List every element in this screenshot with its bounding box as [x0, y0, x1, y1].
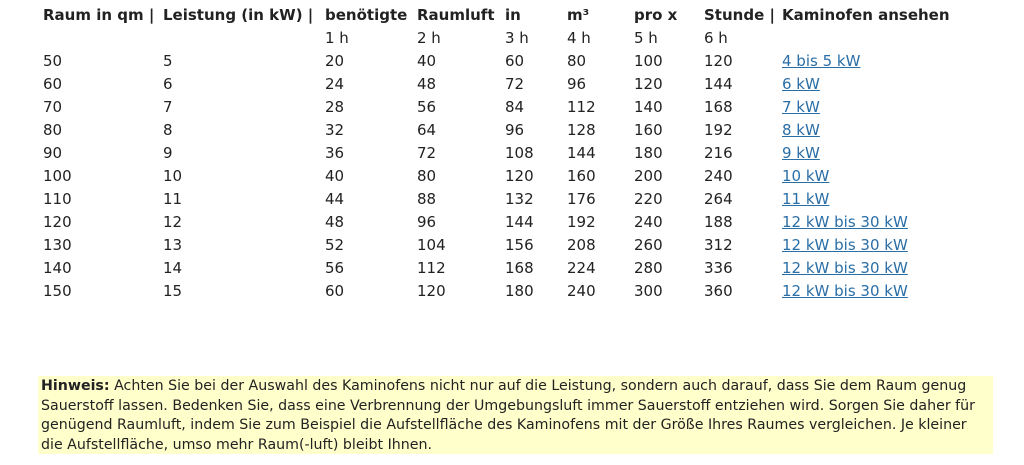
table-cell: 80 [567, 52, 587, 70]
header-cell: pro x [634, 6, 678, 24]
kaminofen-link-cell [776, 257, 957, 280]
table-body [37, 50, 957, 303]
header-cell: m³ [567, 6, 590, 24]
table-cell: 144 [567, 144, 596, 162]
table-cell: 168 [704, 98, 733, 116]
table-cell: 200 [634, 167, 663, 185]
kaminofen-link[interactable]: 8 kW [782, 121, 820, 139]
table-cell: 7 [163, 98, 173, 116]
table-cell: 14 [163, 259, 183, 277]
table-cell: 108 [505, 144, 534, 162]
table-cell: 84 [505, 98, 525, 116]
table-cell: 56 [417, 98, 437, 116]
table-cell: 120 [505, 167, 534, 185]
table-cell: 192 [567, 213, 596, 231]
table-cell: 96 [417, 213, 437, 231]
subheader-cell: 3 h [505, 29, 529, 47]
table-cell: 88 [417, 190, 437, 208]
kaminofen-link[interactable]: 12 kW bis 30 kW [782, 259, 908, 277]
table-cell: 96 [505, 121, 525, 139]
table-cell: 80 [43, 121, 63, 139]
subheader-cell [157, 27, 319, 50]
table-cell: 110 [43, 190, 72, 208]
table-cell: 132 [505, 190, 534, 208]
header-cell: in [505, 6, 521, 24]
table-cell: 60 [505, 52, 525, 70]
header-cell: Stunde | [704, 6, 775, 24]
kaminofen-link[interactable]: 11 kW [782, 190, 830, 208]
table-subheader-row [37, 27, 957, 50]
table-header-row [37, 4, 957, 27]
table-cell: 264 [704, 190, 733, 208]
hinweis-label: Hinweis: [41, 378, 110, 394]
table-cell: 168 [505, 259, 534, 277]
table-cell: 188 [704, 213, 733, 231]
table-cell: 5 [163, 52, 173, 70]
table-cell: 9 [163, 144, 173, 162]
kaminofen-link-cell [776, 119, 957, 142]
table-cell: 100 [43, 167, 72, 185]
table-cell: 216 [704, 144, 733, 162]
table-cell: 240 [704, 167, 733, 185]
header-cell: Raum in qm | [43, 6, 155, 24]
table-cell: 112 [417, 259, 446, 277]
table-cell: 220 [634, 190, 663, 208]
table-cell: 6 [163, 75, 173, 93]
kaminofen-link[interactable]: 12 kW bis 30 kW [782, 213, 908, 231]
header-cell: Leistung (in kW) | [163, 6, 314, 24]
hinweis-text: Achten Sie bei der Auswahl des Kaminofens nicht nur auf die Leistung, sondern auch darauf, dass Sie dem Raum genug Sauerstoff lassen. Bedenken Sie, dass eine Verbrennung der Umgebungsluft immer Sauerstoff entziehen wird. Sorgen Sie daher für genügend Raumluft, indem Sie zum Beispiel die Aufstellfläche des Kaminofens mit der Größe Ihres Raumes vergleichen. Je kleiner die Aufstellfläche, umso mehr Raum(-luft) bleibt Ihnen. [41, 378, 975, 453]
table-cell: 60 [325, 282, 345, 300]
subheader-cell [776, 27, 957, 50]
table-cell: 140 [634, 98, 663, 116]
table-cell: 280 [634, 259, 663, 277]
table-row [37, 280, 957, 303]
table-cell: 160 [634, 121, 663, 139]
table-cell: 100 [634, 52, 663, 70]
kaminofen-link-cell [776, 188, 957, 211]
table-cell: 24 [325, 75, 345, 93]
table-cell: 12 [163, 213, 183, 231]
table-cell: 120 [704, 52, 733, 70]
table-cell: 64 [417, 121, 437, 139]
kaminofen-link-cell [776, 96, 957, 119]
table-cell: 120 [417, 282, 446, 300]
table-cell: 180 [634, 144, 663, 162]
table-cell: 128 [567, 121, 596, 139]
table-row [37, 73, 957, 96]
table-cell: 156 [505, 236, 534, 254]
table-cell: 50 [43, 52, 63, 70]
table-cell: 120 [43, 213, 72, 231]
kaminofen-link[interactable]: 4 bis 5 kW [782, 52, 861, 70]
table-cell: 112 [567, 98, 596, 116]
table-row [37, 50, 957, 73]
table-row [37, 165, 957, 188]
kaminofen-link-cell [776, 165, 957, 188]
table-cell: 360 [704, 282, 733, 300]
table-cell: 104 [417, 236, 446, 254]
table-cell: 11 [163, 190, 183, 208]
table-cell: 15 [163, 282, 183, 300]
kaminofen-link-cell [776, 234, 957, 257]
hinweis-box [38, 376, 993, 454]
table-cell: 36 [325, 144, 345, 162]
table-row [37, 96, 957, 119]
table-cell: 70 [43, 98, 63, 116]
table-cell: 240 [567, 282, 596, 300]
subheader-cell: 2 h [417, 29, 441, 47]
table-cell: 208 [567, 236, 596, 254]
table-row [37, 142, 957, 165]
kaminofen-link[interactable]: 12 kW bis 30 kW [782, 282, 908, 300]
kaminofen-link-cell [776, 211, 957, 234]
kaminofen-link-cell [776, 73, 957, 96]
table-cell: 40 [325, 167, 345, 185]
table-cell: 312 [704, 236, 733, 254]
table-cell: 20 [325, 52, 345, 70]
table-cell: 52 [325, 236, 345, 254]
kaminofen-link-cell [776, 142, 957, 165]
table-cell: 32 [325, 121, 345, 139]
table-cell: 60 [43, 75, 63, 93]
kaminofen-table [37, 4, 957, 303]
table-row [37, 234, 957, 257]
table-cell: 80 [417, 167, 437, 185]
table-cell: 144 [704, 75, 733, 93]
subheader-cell: 5 h [634, 29, 658, 47]
header-cell: benötigte [325, 6, 408, 24]
header-cell: Raumluft [417, 6, 495, 24]
table-cell: 240 [634, 213, 663, 231]
kaminofen-link[interactable]: 9 kW [782, 144, 820, 162]
kaminofen-link-cell [776, 280, 957, 303]
kaminofen-link[interactable]: 7 kW [782, 98, 820, 116]
kaminofen-link[interactable]: 12 kW bis 30 kW [782, 236, 908, 254]
table-cell: 48 [417, 75, 437, 93]
kaminofen-link[interactable]: 6 kW [782, 75, 820, 93]
table-cell: 28 [325, 98, 345, 116]
table-cell: 144 [505, 213, 534, 231]
subheader-cell: 1 h [325, 29, 349, 47]
table-cell: 120 [634, 75, 663, 93]
table-cell: 8 [163, 121, 173, 139]
kaminofen-link[interactable]: 10 kW [782, 167, 830, 185]
table-cell: 72 [417, 144, 437, 162]
table-cell: 260 [634, 236, 663, 254]
table-cell: 10 [163, 167, 183, 185]
table-cell: 56 [325, 259, 345, 277]
table-cell: 176 [567, 190, 596, 208]
table-row [37, 188, 957, 211]
table-cell: 96 [567, 75, 587, 93]
table-cell: 72 [505, 75, 525, 93]
subheader-cell: 6 h [704, 29, 728, 47]
table-cell: 336 [704, 259, 733, 277]
table-cell: 140 [43, 259, 72, 277]
table-row [37, 211, 957, 234]
table-cell: 160 [567, 167, 596, 185]
table-cell: 180 [505, 282, 534, 300]
table-row [37, 257, 957, 280]
subheader-cell [37, 27, 157, 50]
table-row [37, 119, 957, 142]
header-cell: Kaminofen ansehen [782, 6, 950, 24]
table-cell: 40 [417, 52, 437, 70]
table-cell: 224 [567, 259, 596, 277]
table-cell: 48 [325, 213, 345, 231]
kaminofen-link-cell [776, 50, 957, 73]
table-cell: 130 [43, 236, 72, 254]
table-cell: 90 [43, 144, 63, 162]
subheader-cell: 4 h [567, 29, 591, 47]
table-cell: 150 [43, 282, 72, 300]
table-cell: 13 [163, 236, 183, 254]
table-cell: 44 [325, 190, 345, 208]
table-cell: 300 [634, 282, 663, 300]
table-cell: 192 [704, 121, 733, 139]
